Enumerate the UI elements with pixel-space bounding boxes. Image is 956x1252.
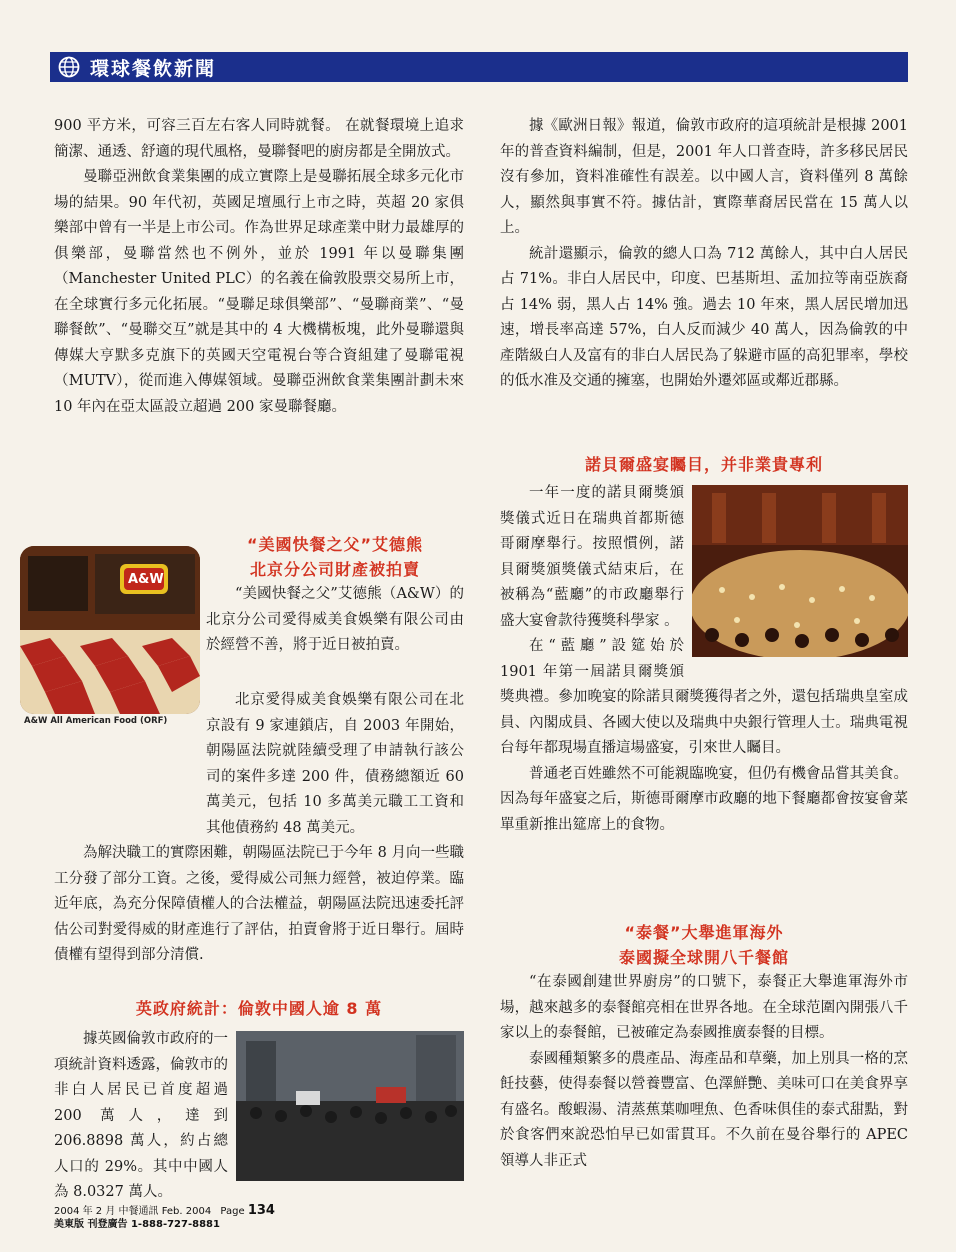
article-paragraph: 普通老百姓雖然不可能親臨晚宴，但仍有機會品嘗其美食。因為每年盛宴之后，斯德哥爾摩市政廳的地下餐廳都會按宴會菜單重新推出筵席上的食物。 xyxy=(500,765,908,833)
protest-crowd-photo xyxy=(236,1031,464,1181)
aw-photo-caption: A&W All American Food (ORF) xyxy=(24,716,168,726)
globe-icon xyxy=(58,56,80,78)
footer-issue-date: 2004 年 2 月 中餐通訊 Feb. 2004 xyxy=(54,1206,212,1217)
uk-headline: 英政府統計：倫敦中國人逾 8 萬 xyxy=(135,999,383,1018)
article-paragraph: 據英國倫敦市政府的一項統計資料透露，倫敦市的非白人居民已首度超過 200 萬人，達到 206.8898 萬人，約占總人口的 29%。其中中國人為 8.0327 萬人。 xyxy=(54,1031,228,1200)
uk-article xyxy=(54,996,464,1206)
aw-headline-line2: 北京分公司財產被拍賣 xyxy=(249,560,420,579)
article-paragraph: 一年一度的諾貝爾獎頒獎儀式近日在瑞典首都斯德哥爾摩舉行。按照慣例，諾貝爾獎頒獎儀式結束后，在被稱為“藍廳”的市政廳舉行盛大宴會款待獲獎科學家 。 xyxy=(500,485,684,629)
article-paragraph: 泰國種類繁多的農產品、海產品和草藥，加上別具一格的烹飪技藝，使得泰餐以營養豐富、色澤鮮艷、美味可口在美食界享有盛名。酸蝦湯、清蒸蕉葉咖哩魚、色香味俱佳的泰式甜點，對於食客們來說恐怕早已如雷貫耳。不久前在曼谷舉行的 APEC 領導人非正式 xyxy=(500,1050,908,1169)
left-column-top xyxy=(54,114,464,420)
nobel-article xyxy=(500,452,908,838)
footer-line1 xyxy=(54,1204,275,1218)
article-paragraph xyxy=(54,688,464,841)
thai-article xyxy=(500,920,908,1174)
aw-article-continued xyxy=(54,688,464,969)
article-paragraph: 在“藍廳”設筵始於 1901 年第一屆諾貝爾獎頒獎典禮。參加晚宴的除諾貝爾獎獲得者之外，還包括瑞典皇室成員、內閣成員、各國大使以及瑞典中央銀行管理人士。瑞典電視台每年都現場直播這場盛宴，引來世人矚目。 xyxy=(500,638,908,756)
footer-page-label: Page xyxy=(220,1206,245,1217)
article-paragraph: 曼聯亞洲飲食業集團的成立實際上是曼聯拓展全球多元化市場的結果。90 年代初，英國足壇風行上市之時，英超 20 家俱樂部中曾有一半是上市公司。作為世界足球產業中財力最雄厚的俱樂部，曼聯當然也不例外，並於 1991 年以曼聯集團（Manchester United PLC）的名義在倫敦股票交易所上市，在全球實行多元化拓展。“曼聯足球俱樂部”、“曼聯商業”、“曼聯餐飲”、“曼聯交互”就是其中的 4 大機構板塊，此外曼聯還與傳媒大亨默多克旗下的英國天空電視台等合資組建了曼聯電視（MUTV），從而進入傳媒領域。曼聯亞洲飲食業集團計劃未來 10 年內在亞太區設立超過 200 家曼聯餐廳。 xyxy=(54,169,464,415)
nobel-headline: 諾貝爾盛宴矚目，并非業貴專利 xyxy=(584,455,823,474)
article-paragraph: 900 平方米，可容三百左右客人同時就餐。 在就餐環境上追求簡潔、通透、舒適的現代風格，曼聯餐吧的廚房都是全開放式。 xyxy=(54,118,464,160)
article-paragraph: “美國快餐之父”艾德熊（A&W）的北京分公司愛得威美食娛樂有限公司由於經營不善，將于近日被拍賣。 xyxy=(206,586,464,653)
aw-sign-text: A&W xyxy=(128,572,164,587)
section-title: 環球餐飲新聞 xyxy=(90,57,217,80)
page-footer xyxy=(54,1204,275,1231)
aw-article xyxy=(206,532,464,659)
thai-headline-line2: 泰國擬全球開八千餐館 xyxy=(618,948,789,967)
article-paragraph: “在泰國創建世界廚房”的口號下，泰餐正大舉進軍海外市場，越來越多的泰餐館亮相在世界各地。在全球范圍內開張八千家以上的泰餐館，已被確定為泰國推廣泰餐的目標。 xyxy=(500,974,908,1041)
article-paragraph: 據《歐洲日報》報道，倫敦市政府的這項統計是根據 2001 年的普查資料編制，但是，2001 年人口普查時，許多移民居民沒有參加，資料准確性有誤差。以中國人言，資料僅列 8 萬餘人，顯然與事實不符。據估計，實際華裔居民當在 15 萬人以上。 xyxy=(500,118,908,236)
footer-line2: 美東版 刊登廣告 1-888-727-8881 xyxy=(54,1219,220,1230)
page-number: 134 xyxy=(247,1203,275,1218)
section-header-bar xyxy=(50,52,908,82)
right-column-top xyxy=(500,114,908,395)
aw-headline-line1: “美國快餐之父”艾德熊 xyxy=(246,535,424,554)
article-paragraph: 為解決職工的實際困難，朝陽區法院已于今年 8 月向一些職工分發了部分工資。之後，愛得威公司無力經營，被迫停業。臨近年底，為充分保障債權人的合法權益，朝陽區法院迅速委托評估公司對愛得威的財產進行了評估，拍賣會將于近日舉行。屆時債權有望得到部分清償. xyxy=(54,845,464,963)
thai-headline-line1: “泰餐”大舉進軍海外 xyxy=(624,923,784,942)
article-paragraph: 統計還顯示，倫敦的總人口為 712 萬餘人，其中白人居民占 71%。非白人居民中，印度、巴基斯坦、孟加拉等南亞族裔占 14% 弱，黑人占 14% 強。過去 10 年來，黑人居民增加迅速，增長率高達 57%，白人反而減少 40 萬人，因為倫敦的中產階級白人及富有的非白人居民為了躲避市區的高犯罪率，學校的低水准及交通的擁塞，也開始外遷郊區或鄰近郡縣。 xyxy=(500,245,908,389)
aw-p2-text: 北京愛得威美食娛樂有限公司在北京設有 9 家連鎖店，自 2003 年開始，朝陽區法院就陸續受理了申請執行該公司的案件多達 200 件，債務總額近 60 萬美元，包括 10 多萬美元職工工資和其他債務約 48 萬美元。 xyxy=(206,692,464,836)
nobel-banquet-photo xyxy=(692,485,908,657)
